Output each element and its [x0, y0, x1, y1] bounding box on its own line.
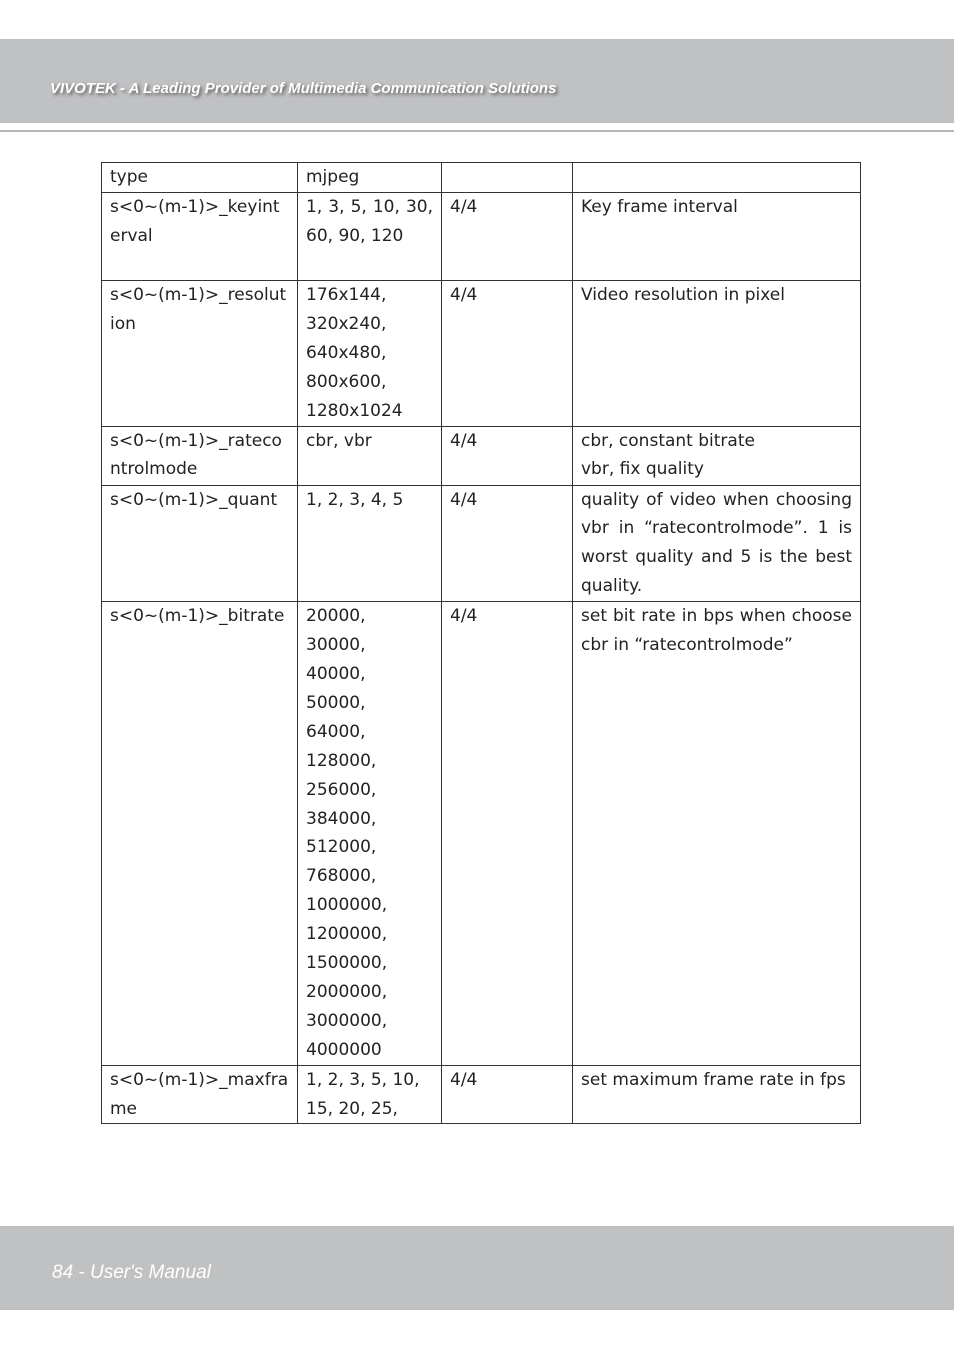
description-line: cbr, constant bitrate	[581, 430, 755, 451]
parameter-name: s<0~(m-1)>_quant	[102, 485, 298, 602]
value-line: 1, 2, 3, 5, 10,	[306, 1069, 420, 1090]
parameter-description	[573, 281, 861, 427]
page-number: 84 - User's Manual	[52, 1262, 211, 1283]
parameter-value	[298, 1065, 442, 1124]
value-line: 1, 3, 5, 10, 30, 60, 90, 120	[306, 197, 433, 246]
header-title: VIVOTEK - A Leading Provider of Multimedia Communication Solutions	[50, 80, 557, 97]
security-level: 4/4	[442, 1065, 573, 1124]
parameter-value	[298, 485, 442, 602]
description-line: set maximum frame rate in fps	[581, 1069, 846, 1090]
description-line: Key frame interval	[581, 197, 738, 217]
security-level: 4/4	[442, 426, 573, 485]
value-line: 512000,	[306, 837, 377, 858]
value-line: 800x600,	[306, 371, 387, 392]
value-line: 1500000,	[306, 953, 388, 974]
parameter-name: s<0~(m-1)>_bitrate	[102, 602, 298, 1066]
parameter-table	[101, 162, 861, 1124]
value-line: 128000,	[306, 750, 377, 771]
value-line: 320x240,	[306, 313, 387, 334]
security-level	[442, 163, 573, 193]
security-level: 4/4	[442, 485, 573, 602]
description-line: quality of video when choosing vbr in “ratecontrolmode”. 1 is worst quality and 5 is the best quality.	[581, 489, 852, 597]
description-line: set bit rate in bps when choose cbr in “ratecontrolmode”	[581, 606, 852, 656]
description-line: Video resolution in pixel	[581, 285, 785, 305]
value-line: 1280x1024	[306, 400, 403, 421]
value-line: cbr, vbr	[306, 430, 372, 451]
value-line: 64000,	[306, 721, 366, 742]
table-row	[102, 602, 861, 1066]
parameter-description	[573, 426, 861, 485]
header-divider	[0, 130, 954, 132]
value-line: 768000,	[306, 866, 377, 887]
value-line: 30000,	[306, 635, 366, 656]
parameter-description	[573, 485, 861, 602]
value-line: 384000,	[306, 808, 377, 829]
table-row	[102, 485, 861, 602]
value-line: 176x144,	[306, 285, 387, 305]
parameter-value	[298, 193, 442, 281]
parameter-name: type	[102, 163, 298, 193]
parameter-value	[298, 426, 442, 485]
value-line: 1, 2, 3, 4, 5	[306, 489, 404, 510]
parameter-name: s<0~(m-1)>_maxframe	[102, 1065, 298, 1124]
parameter-description	[573, 1065, 861, 1124]
parameter-value	[298, 163, 442, 193]
parameter-value	[298, 281, 442, 427]
security-level: 4/4	[442, 193, 573, 281]
description-line: vbr, fix quality	[581, 459, 704, 480]
value-line: 256000,	[306, 779, 377, 800]
security-level: 4/4	[442, 602, 573, 1066]
value-line: 20000,	[306, 606, 366, 627]
value-line: 1200000,	[306, 924, 388, 945]
parameter-value	[298, 602, 442, 1066]
value-line: 15, 20, 25,	[306, 1098, 398, 1119]
value-line: 40000,	[306, 663, 366, 684]
value-line: 640x480,	[306, 342, 387, 363]
value-line: mjpeg	[306, 167, 360, 187]
parameter-description	[573, 163, 861, 193]
table-row	[102, 1065, 861, 1124]
value-line: 1000000,	[306, 895, 388, 916]
parameter-name: s<0~(m-1)>_keyinterval	[102, 193, 298, 281]
table-row	[102, 193, 861, 281]
parameter-description	[573, 193, 861, 281]
table-row	[102, 281, 861, 427]
parameter-description	[573, 602, 861, 1066]
parameter-name: s<0~(m-1)>_resolution	[102, 281, 298, 427]
table-row	[102, 163, 861, 193]
security-level: 4/4	[442, 281, 573, 427]
value-line: 50000,	[306, 692, 366, 713]
value-line: 3000000,	[306, 1010, 388, 1031]
value-line: 2000000,	[306, 981, 388, 1002]
table-row	[102, 426, 861, 485]
value-line: 4000000	[306, 1039, 382, 1060]
parameter-name: s<0~(m-1)>_ratecontrolmode	[102, 426, 298, 485]
